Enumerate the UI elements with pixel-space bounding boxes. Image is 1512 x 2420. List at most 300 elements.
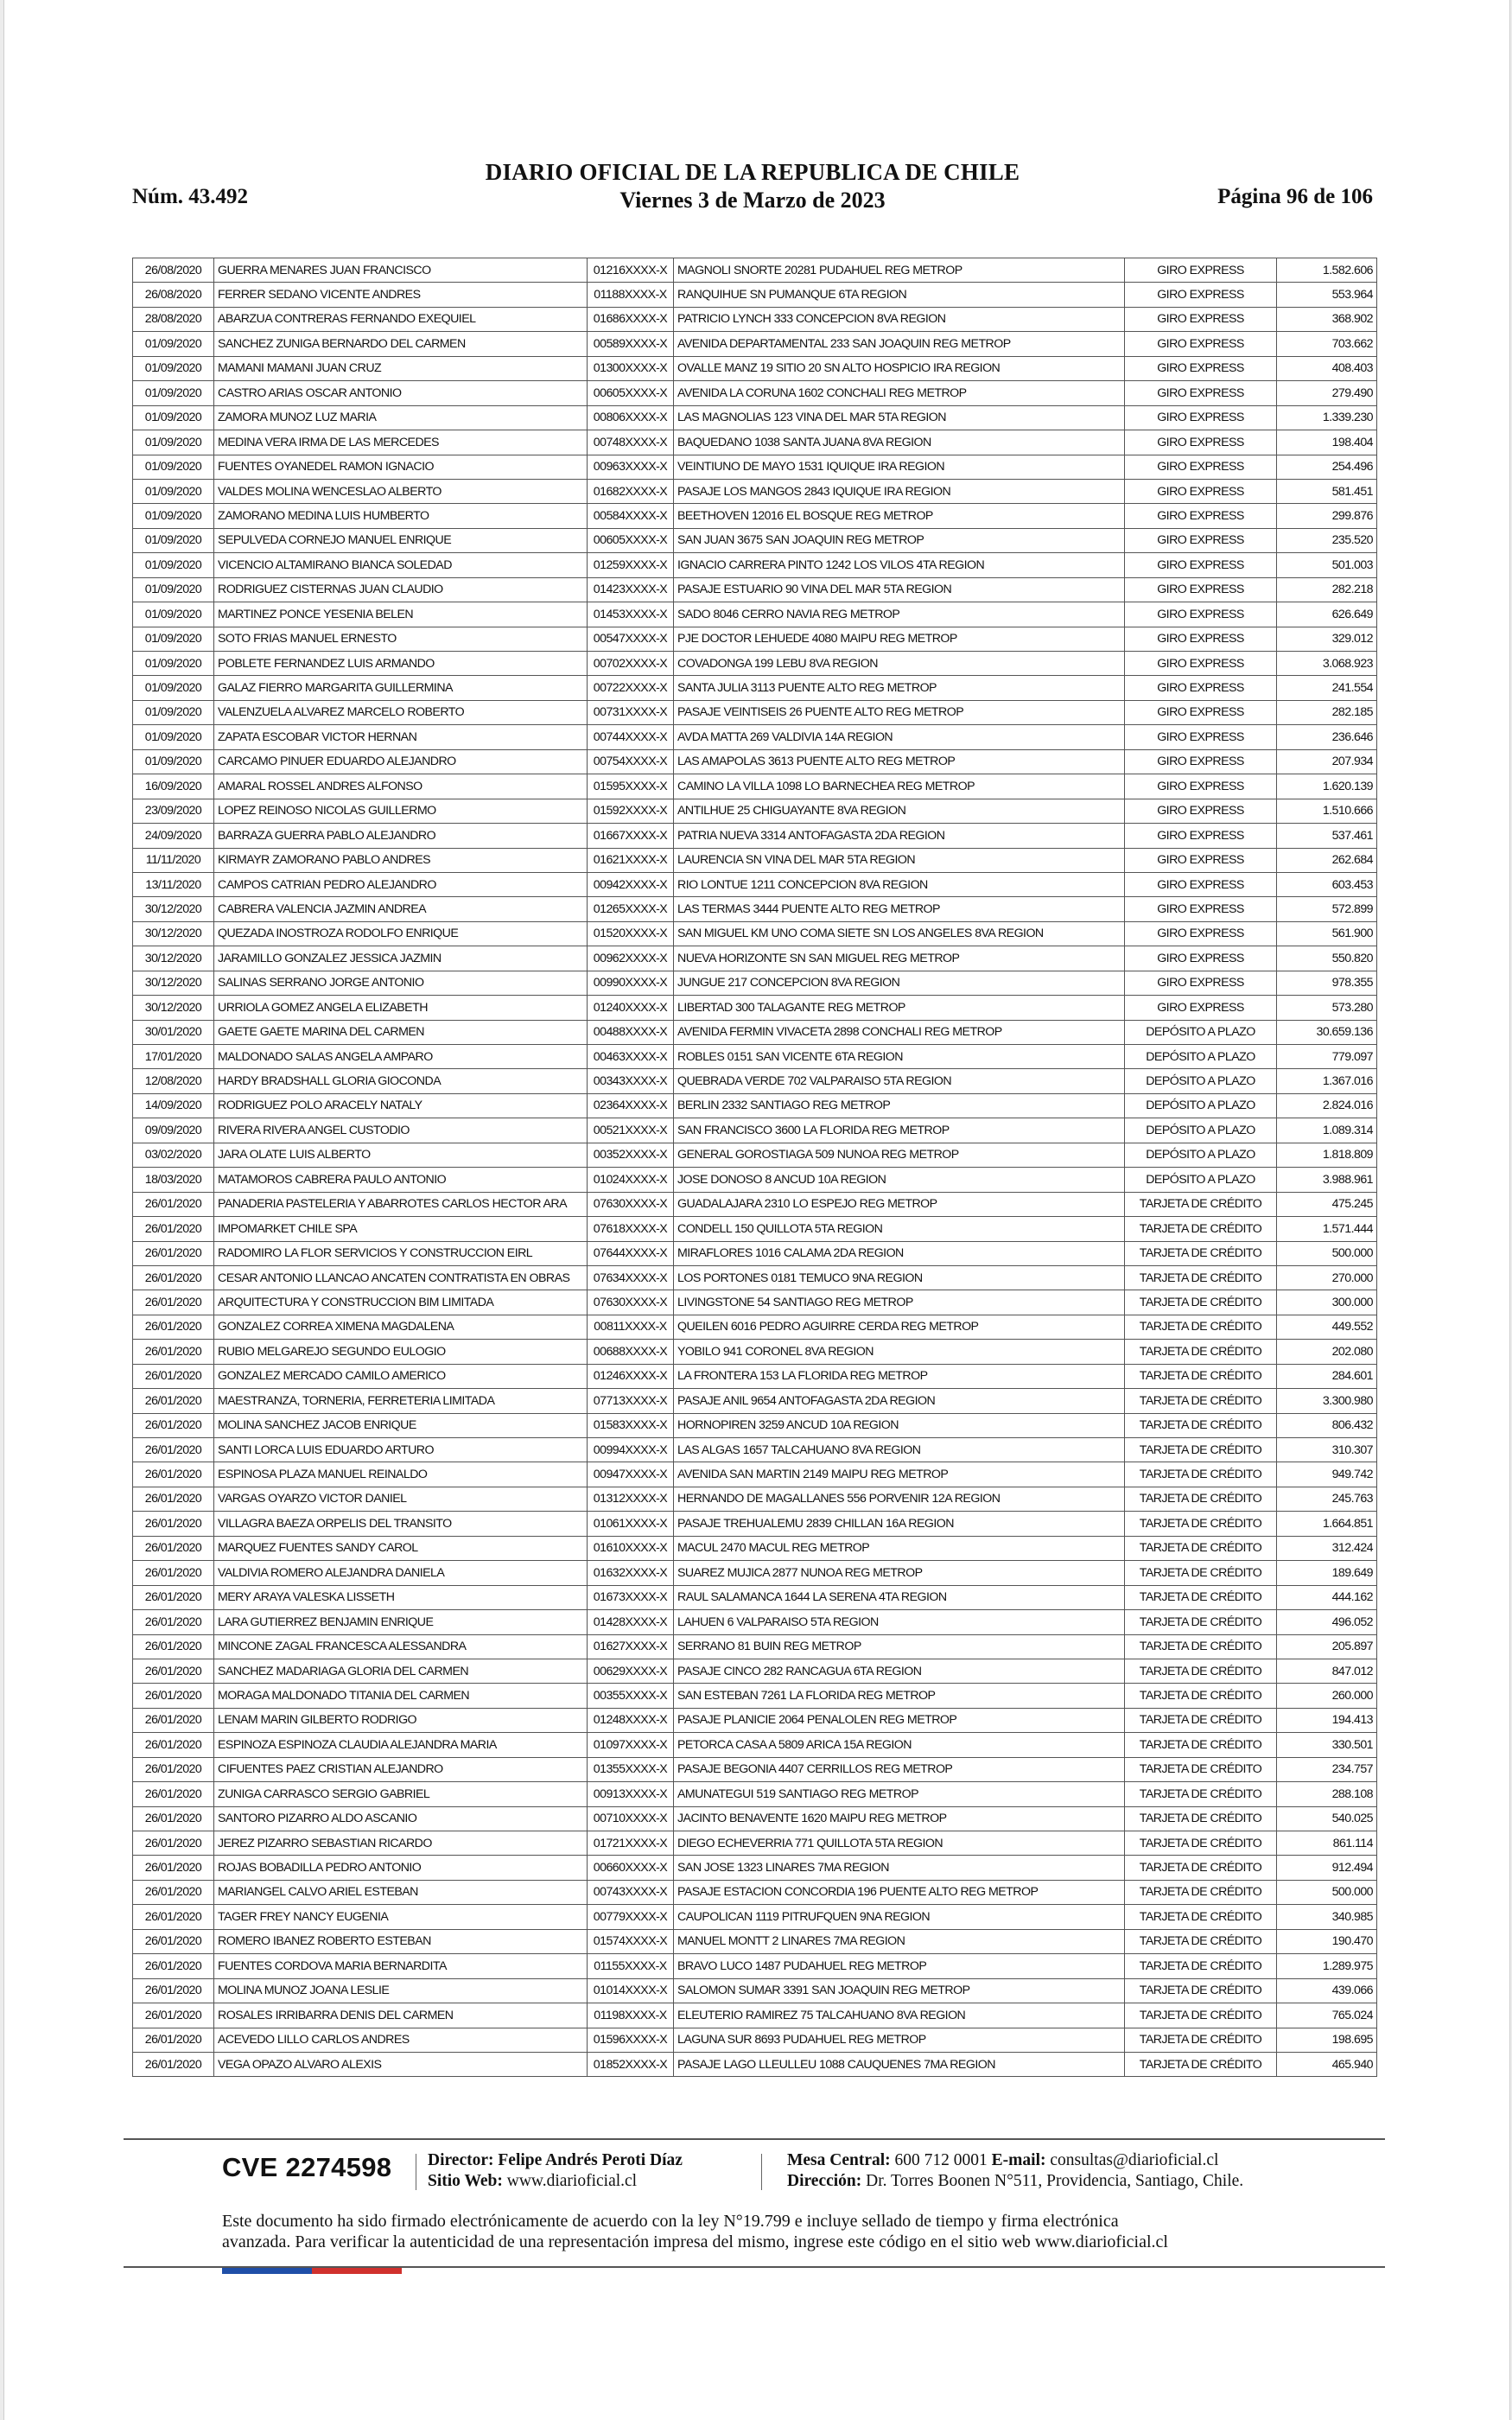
address-cell: LOS PORTONES 0181 TEMUCO 9NA REGION xyxy=(674,1265,1125,1290)
product-cell: TARJETA DE CRÉDITO xyxy=(1125,1585,1277,1609)
id-cell: 01520XXXX-X xyxy=(588,921,674,946)
table-row xyxy=(133,1290,1377,1315)
amount-cell: 310.307 xyxy=(1277,1438,1377,1462)
site-label: Sitio Web: xyxy=(428,2172,503,2190)
product-cell: GIRO EXPRESS xyxy=(1125,921,1277,946)
id-cell: 01852XXXX-X xyxy=(588,2052,674,2076)
address-cell: MANUEL MONTT 2 LINARES 7MA REGION xyxy=(674,1929,1125,1953)
name-cell: CAMPOS CATRIAN PEDRO ALEJANDRO xyxy=(214,872,588,896)
date-cell: 23/09/2020 xyxy=(133,799,214,823)
date-cell: 26/01/2020 xyxy=(133,2003,214,2028)
amount-cell: 340.985 xyxy=(1277,1905,1377,1929)
id-cell: 01097XXXX-X xyxy=(588,1733,674,1757)
address-cell: AVENIDA DEPARTAMENTAL 233 SAN JOAQUIN REG METROP xyxy=(674,332,1125,356)
id-cell: 00710XXXX-X xyxy=(588,1806,674,1831)
product-cell: DEPÓSITO A PLAZO xyxy=(1125,1045,1277,1069)
address-cell: AMUNATEGUI 519 SANTIAGO REG METROP xyxy=(674,1782,1125,1806)
product-cell: GIRO EXPRESS xyxy=(1125,996,1277,1020)
date-cell: 01/09/2020 xyxy=(133,627,214,651)
id-cell: 01583XXXX-X xyxy=(588,1413,674,1437)
address-cell: LIBERTAD 300 TALAGANTE REG METROP xyxy=(674,996,1125,1020)
id-cell: 00754XXXX-X xyxy=(588,749,674,774)
id-cell: 00702XXXX-X xyxy=(588,652,674,676)
amount-cell: 703.662 xyxy=(1277,332,1377,356)
name-cell: ROJAS BOBADILLA PEDRO ANTONIO xyxy=(214,1856,588,1880)
amount-cell: 282.218 xyxy=(1277,577,1377,602)
publication-date: Viernes 3 de Marzo de 2023 xyxy=(619,188,886,213)
address-cell: ANTILHUE 25 CHIGUAYANTE 8VA REGION xyxy=(674,799,1125,823)
product-cell: TARJETA DE CRÉDITO xyxy=(1125,1487,1277,1511)
address-cell: LAHUEN 6 VALPARAISO 5TA REGION xyxy=(674,1610,1125,1634)
address-cell: SADO 8046 CERRO NAVIA REG METROP xyxy=(674,602,1125,627)
name-cell: QUEZADA INOSTROZA RODOLFO ENRIQUE xyxy=(214,921,588,946)
id-cell: 01188XXXX-X xyxy=(588,283,674,307)
table-row xyxy=(133,1265,1377,1290)
table-row xyxy=(133,1315,1377,1339)
id-cell: 00962XXXX-X xyxy=(588,946,674,971)
amount-cell: 1.510.666 xyxy=(1277,799,1377,823)
name-cell: VALDIVIA ROMERO ALEJANDRA DANIELA xyxy=(214,1561,588,1585)
amount-cell: 270.000 xyxy=(1277,1265,1377,1290)
address-cell: BERLIN 2332 SANTIAGO REG METROP xyxy=(674,1093,1125,1118)
product-cell: GIRO EXPRESS xyxy=(1125,897,1277,921)
address-cell: QUEBRADA VERDE 702 VALPARAISO 5TA REGION xyxy=(674,1069,1125,1093)
date-cell: 30/01/2020 xyxy=(133,1020,214,1044)
date-cell: 30/12/2020 xyxy=(133,897,214,921)
document-page xyxy=(3,0,1510,2420)
date-cell: 26/01/2020 xyxy=(133,1757,214,1781)
id-cell: 01248XXXX-X xyxy=(588,1708,674,1732)
name-cell: ABARZUA CONTRERAS FERNANDO EXEQUIEL xyxy=(214,307,588,331)
address-cell: LAGUNA SUR 8693 PUDAHUEL REG METROP xyxy=(674,2028,1125,2052)
table-row xyxy=(133,553,1377,577)
address-cell: LAS TERMAS 3444 PUENTE ALTO REG METROP xyxy=(674,897,1125,921)
address-cell: PASAJE ANIL 9654 ANTOFAGASTA 2DA REGION xyxy=(674,1389,1125,1413)
address-cell: PATRICIO LYNCH 333 CONCEPCION 8VA REGION xyxy=(674,307,1125,331)
product-cell: GIRO EXPRESS xyxy=(1125,553,1277,577)
address-cell: YOBILO 941 CORONEL 8VA REGION xyxy=(674,1340,1125,1364)
product-cell: TARJETA DE CRÉDITO xyxy=(1125,1733,1277,1757)
table-row xyxy=(133,332,1377,356)
address-cell: BRAVO LUCO 1487 PUDAHUEL REG METROP xyxy=(674,1954,1125,1978)
date-cell: 26/08/2020 xyxy=(133,258,214,283)
product-cell: GIRO EXPRESS xyxy=(1125,872,1277,896)
amount-cell: 300.000 xyxy=(1277,1290,1377,1315)
table-row xyxy=(133,1585,1377,1609)
date-cell: 26/01/2020 xyxy=(133,1217,214,1241)
amount-cell: 553.964 xyxy=(1277,283,1377,307)
table-row xyxy=(133,1143,1377,1167)
product-cell: DEPÓSITO A PLAZO xyxy=(1125,1143,1277,1167)
name-cell: ESPINOSA PLAZA MANUEL REINALDO xyxy=(214,1462,588,1487)
amount-cell: 912.494 xyxy=(1277,1856,1377,1880)
date-cell: 26/01/2020 xyxy=(133,1512,214,1536)
product-cell: DEPÓSITO A PLAZO xyxy=(1125,1168,1277,1192)
page-number: Página 96 de 106 xyxy=(1217,185,1373,208)
id-cell: 01721XXXX-X xyxy=(588,1831,674,1856)
product-cell: GIRO EXPRESS xyxy=(1125,725,1277,749)
amount-cell: 861.114 xyxy=(1277,1831,1377,1856)
product-cell: TARJETA DE CRÉDITO xyxy=(1125,1978,1277,2003)
product-cell: GIRO EXPRESS xyxy=(1125,774,1277,799)
amount-cell: 500.000 xyxy=(1277,1241,1377,1265)
table-row xyxy=(133,1806,1377,1831)
address-cell: SAN MIGUEL KM UNO COMA SIETE SN LOS ANGELES 8VA REGION xyxy=(674,921,1125,946)
name-cell: MARIANGEL CALVO ARIEL ESTEBAN xyxy=(214,1880,588,1904)
date-cell: 26/01/2020 xyxy=(133,1364,214,1388)
address-cell: JACINTO BENAVENTE 1620 MAIPU REG METROP xyxy=(674,1806,1125,1831)
address-cell: COVADONGA 199 LEBU 8VA REGION xyxy=(674,652,1125,676)
date-cell: 26/01/2020 xyxy=(133,1954,214,1978)
product-cell: TARJETA DE CRÉDITO xyxy=(1125,1561,1277,1585)
name-cell: LOPEZ REINOSO NICOLAS GUILLERMO xyxy=(214,799,588,823)
name-cell: VEGA OPAZO ALVARO ALEXIS xyxy=(214,2052,588,2076)
date-cell: 26/01/2020 xyxy=(133,1880,214,1904)
date-cell: 13/11/2020 xyxy=(133,872,214,896)
table-row xyxy=(133,799,1377,823)
cve-code: CVE 2274598 xyxy=(222,2152,392,2182)
id-cell: 01355XXXX-X xyxy=(588,1757,674,1781)
address-cell: AVDA MATTA 269 VALDIVIA 14A REGION xyxy=(674,725,1125,749)
address-cell: PASAJE ESTUARIO 90 VINA DEL MAR 5TA REGION xyxy=(674,577,1125,602)
id-cell: 01592XXXX-X xyxy=(588,799,674,823)
name-cell: PANADERIA PASTELERIA Y ABARROTES CARLOS HECTOR ARA xyxy=(214,1192,588,1216)
table-row xyxy=(133,1634,1377,1659)
name-cell: ROMERO IBANEZ ROBERTO ESTEBAN xyxy=(214,1929,588,1953)
address-cell: PATRIA NUEVA 3314 ANTOFAGASTA 2DA REGION xyxy=(674,824,1125,848)
product-cell: GIRO EXPRESS xyxy=(1125,676,1277,700)
name-cell: VILLAGRA BAEZA ORPELIS DEL TRANSITO xyxy=(214,1512,588,1536)
amount-cell: 194.413 xyxy=(1277,1708,1377,1732)
date-cell: 26/01/2020 xyxy=(133,1438,214,1462)
table-row xyxy=(133,627,1377,651)
product-cell: GIRO EXPRESS xyxy=(1125,946,1277,971)
date-cell: 26/01/2020 xyxy=(133,1905,214,1929)
email-link[interactable]: consultas@diarioficial.cl xyxy=(1050,2151,1219,2169)
amount-cell: 496.052 xyxy=(1277,1610,1377,1634)
name-cell: IMPOMARKET CHILE SPA xyxy=(214,1217,588,1241)
name-cell: LARA GUTIERREZ BENJAMIN ENRIQUE xyxy=(214,1610,588,1634)
table-row xyxy=(133,1880,1377,1904)
date-cell: 30/12/2020 xyxy=(133,946,214,971)
name-cell: MORAGA MALDONADO TITANIA DEL CARMEN xyxy=(214,1684,588,1708)
id-cell: 01632XXXX-X xyxy=(588,1561,674,1585)
product-cell: GIRO EXPRESS xyxy=(1125,971,1277,995)
table-row xyxy=(133,405,1377,430)
amount-cell: 449.552 xyxy=(1277,1315,1377,1339)
table-row xyxy=(133,996,1377,1020)
address-cell: PASAJE LOS MANGOS 2843 IQUIQUE IRA REGION xyxy=(674,479,1125,503)
product-cell: GIRO EXPRESS xyxy=(1125,332,1277,356)
product-cell: TARJETA DE CRÉDITO xyxy=(1125,1831,1277,1856)
date-cell: 26/01/2020 xyxy=(133,1610,214,1634)
amount-cell: 368.902 xyxy=(1277,307,1377,331)
table-row xyxy=(133,1708,1377,1732)
address-cell: RIO LONTUE 1211 CONCEPCION 8VA REGION xyxy=(674,872,1125,896)
id-cell: 01423XXXX-X xyxy=(588,577,674,602)
amount-cell: 1.367.016 xyxy=(1277,1069,1377,1093)
name-cell: ACEVEDO LILLO CARLOS ANDRES xyxy=(214,2028,588,2052)
address-cell: GUADALAJARA 2310 LO ESPEJO REG METROP xyxy=(674,1192,1125,1216)
address-cell: SAN JOSE 1323 LINARES 7MA REGION xyxy=(674,1856,1125,1880)
address-cell: CONDELL 150 QUILLOTA 5TA REGION xyxy=(674,1217,1125,1241)
mesa-phone: 600 712 0001 xyxy=(894,2151,988,2169)
name-cell: KIRMAYR ZAMORANO PABLO ANDRES xyxy=(214,848,588,872)
amount-cell: 978.355 xyxy=(1277,971,1377,995)
id-cell: 00811XXXX-X xyxy=(588,1315,674,1339)
ledger-body xyxy=(133,258,1377,2077)
date-cell: 01/09/2020 xyxy=(133,430,214,455)
product-cell: TARJETA DE CRÉDITO xyxy=(1125,1708,1277,1732)
date-cell: 01/09/2020 xyxy=(133,553,214,577)
amount-cell: 500.000 xyxy=(1277,1880,1377,1904)
name-cell: SEPULVEDA CORNEJO MANUEL ENRIQUE xyxy=(214,528,588,552)
table-row xyxy=(133,1659,1377,1683)
address-cell: DIEGO ECHEVERRIA 771 QUILLOTA 5TA REGION xyxy=(674,1831,1125,1856)
name-cell: RADOMIRO LA FLOR SERVICIOS Y CONSTRUCCION EIRL xyxy=(214,1241,588,1265)
date-cell: 26/01/2020 xyxy=(133,2028,214,2052)
name-cell: GONZALEZ CORREA XIMENA MAGDALENA xyxy=(214,1315,588,1339)
id-cell: 00779XXXX-X xyxy=(588,1905,674,1929)
id-cell: 00913XXXX-X xyxy=(588,1782,674,1806)
address-cell: AVENIDA SAN MARTIN 2149 MAIPU REG METROP xyxy=(674,1462,1125,1487)
name-cell: ROSALES IRRIBARRA DENIS DEL CARMEN xyxy=(214,2003,588,2028)
table-row xyxy=(133,1831,1377,1856)
name-cell: RODRIGUEZ CISTERNAS JUAN CLAUDIO xyxy=(214,577,588,602)
product-cell: GIRO EXPRESS xyxy=(1125,430,1277,455)
name-cell: CABRERA VALENCIA JAZMIN ANDREA xyxy=(214,897,588,921)
id-cell: 01596XXXX-X xyxy=(588,2028,674,2052)
name-cell: ZAMORA MUNOZ LUZ MARIA xyxy=(214,405,588,430)
table-row xyxy=(133,1561,1377,1585)
legal-line: avanzada. Para verificar la autenticidad de una representación impresa del mismo, ingrese este código en el sitio web www.diarioficial.cl xyxy=(222,2232,1168,2251)
publication-title: DIARIO OFICIAL DE LA REPUBLICA DE CHILE xyxy=(485,159,1020,185)
date-cell: 26/01/2020 xyxy=(133,1192,214,1216)
name-cell: HARDY BRADSHALL GLORIA GIOCONDA xyxy=(214,1069,588,1093)
date-cell: 01/09/2020 xyxy=(133,725,214,749)
id-cell: 01574XXXX-X xyxy=(588,1929,674,1953)
id-cell: 01155XXXX-X xyxy=(588,1954,674,1978)
id-cell: 01595XXXX-X xyxy=(588,774,674,799)
amount-cell: 1.582.606 xyxy=(1277,258,1377,283)
name-cell: MOLINA SANCHEZ JACOB ENRIQUE xyxy=(214,1413,588,1437)
name-cell: ZAPATA ESCOBAR VICTOR HERNAN xyxy=(214,725,588,749)
address-cell: NUEVA HORIZONTE SN SAN MIGUEL REG METROP xyxy=(674,946,1125,971)
id-cell: 00743XXXX-X xyxy=(588,1880,674,1904)
id-cell: 01300XXXX-X xyxy=(588,356,674,380)
name-cell: MAESTRANZA, TORNERIA, FERRETERIA LIMITADA xyxy=(214,1389,588,1413)
id-cell: 01216XXXX-X xyxy=(588,258,674,283)
id-cell: 00994XXXX-X xyxy=(588,1438,674,1462)
date-cell: 01/09/2020 xyxy=(133,381,214,405)
name-cell: MOLINA MUNOZ JOANA LESLIE xyxy=(214,1978,588,2003)
table-row xyxy=(133,577,1377,602)
id-cell: 00521XXXX-X xyxy=(588,1118,674,1143)
date-cell: 26/01/2020 xyxy=(133,1782,214,1806)
date-cell: 26/01/2020 xyxy=(133,1856,214,1880)
id-cell: 01610XXXX-X xyxy=(588,1536,674,1560)
address-cell: CAUPOLICAN 1119 PITRUFQUEN 9NA REGION xyxy=(674,1905,1125,1929)
address-cell: MIRAFLORES 1016 CALAMA 2DA REGION xyxy=(674,1241,1125,1265)
name-cell: MARTINEZ PONCE YESENIA BELEN xyxy=(214,602,588,627)
id-cell: 00343XXXX-X xyxy=(588,1069,674,1093)
ledger-table xyxy=(132,258,1377,2077)
legal-notice xyxy=(222,2211,1293,2252)
table-row xyxy=(133,2052,1377,2076)
table-row xyxy=(133,258,1377,283)
date-cell: 26/01/2020 xyxy=(133,1290,214,1315)
name-cell: JEREZ PIZARRO SEBASTIAN RICARDO xyxy=(214,1831,588,1856)
name-cell: MEDINA VERA IRMA DE LAS MERCEDES xyxy=(214,430,588,455)
id-cell: 00660XXXX-X xyxy=(588,1856,674,1880)
address-cell: ELEUTERIO RAMIREZ 75 TALCAHUANO 8VA REGION xyxy=(674,2003,1125,2028)
amount-cell: 1.620.139 xyxy=(1277,774,1377,799)
name-cell: JARA OLATE LUIS ALBERTO xyxy=(214,1143,588,1167)
address-cell: PASAJE PLANICIE 2064 PENALOLEN REG METROP xyxy=(674,1708,1125,1732)
address-cell: PASAJE LAGO LLEULLEU 1088 CAUQUENES 7MA REGION xyxy=(674,2052,1125,2076)
name-cell: JARAMILLO GONZALEZ JESSICA JAZMIN xyxy=(214,946,588,971)
product-cell: GIRO EXPRESS xyxy=(1125,627,1277,651)
date-cell: 26/01/2020 xyxy=(133,1536,214,1560)
address-cell: BAQUEDANO 1038 SANTA JUANA 8VA REGION xyxy=(674,430,1125,455)
address-cell: LAS ALGAS 1657 TALCAHUANO 8VA REGION xyxy=(674,1438,1125,1462)
address-cell: PASAJE TREHUALEMU 2839 CHILLAN 16A REGION xyxy=(674,1512,1125,1536)
address-cell: PASAJE CINCO 282 RANCAGUA 6TA REGION xyxy=(674,1659,1125,1683)
name-cell: VICENCIO ALTAMIRANO BIANCA SOLEDAD xyxy=(214,553,588,577)
amount-cell: 550.820 xyxy=(1277,946,1377,971)
id-cell: 01621XXXX-X xyxy=(588,848,674,872)
id-cell: 00744XXXX-X xyxy=(588,725,674,749)
date-cell: 12/08/2020 xyxy=(133,1069,214,1093)
mesa-label: Mesa Central: xyxy=(787,2151,891,2169)
id-cell: 07630XXXX-X xyxy=(588,1290,674,1315)
address-cell: VEINTIUNO DE MAYO 1531 IQUIQUE IRA REGION xyxy=(674,455,1125,479)
name-cell: GAETE GAETE MARINA DEL CARMEN xyxy=(214,1020,588,1044)
address-cell: MAGNOLI SNORTE 20281 PUDAHUEL REG METROP xyxy=(674,258,1125,283)
product-cell: TARJETA DE CRÉDITO xyxy=(1125,1217,1277,1241)
product-cell: TARJETA DE CRÉDITO xyxy=(1125,1192,1277,1216)
address-cell: GENERAL GOROSTIAGA 509 NUNOA REG METROP xyxy=(674,1143,1125,1167)
amount-cell: 806.432 xyxy=(1277,1413,1377,1437)
product-cell: GIRO EXPRESS xyxy=(1125,652,1277,676)
date-cell: 01/09/2020 xyxy=(133,602,214,627)
product-cell: GIRO EXPRESS xyxy=(1125,356,1277,380)
name-cell: CIFUENTES PAEZ CRISTIAN ALEJANDRO xyxy=(214,1757,588,1781)
product-cell: TARJETA DE CRÉDITO xyxy=(1125,1438,1277,1462)
name-cell: ARQUITECTURA Y CONSTRUCCION BIM LIMITADA xyxy=(214,1290,588,1315)
address-cell: PETORCA CASA A 5809 ARICA 15A REGION xyxy=(674,1733,1125,1757)
product-cell: TARJETA DE CRÉDITO xyxy=(1125,2052,1277,2076)
address-cell: LAURENCIA SN VINA DEL MAR 5TA REGION xyxy=(674,848,1125,872)
name-cell: ZAMORANO MEDINA LUIS HUMBERTO xyxy=(214,504,588,528)
table-row xyxy=(133,1929,1377,1953)
legal-line: Este documento ha sido firmado electrónicamente de acuerdo con la ley N°19.799 e incluye sellado de tiempo y firma electrónica xyxy=(222,2212,1119,2231)
amount-cell: 1.818.809 xyxy=(1277,1143,1377,1167)
date-cell: 03/02/2020 xyxy=(133,1143,214,1167)
id-cell: 07634XXXX-X xyxy=(588,1265,674,1290)
product-cell: TARJETA DE CRÉDITO xyxy=(1125,1806,1277,1831)
name-cell: GALAZ FIERRO MARGARITA GUILLERMINA xyxy=(214,676,588,700)
date-cell: 01/09/2020 xyxy=(133,700,214,724)
amount-cell: 190.470 xyxy=(1277,1929,1377,1953)
id-cell: 00629XXXX-X xyxy=(588,1659,674,1683)
table-row xyxy=(133,2003,1377,2028)
date-cell: 26/01/2020 xyxy=(133,1708,214,1732)
product-cell: TARJETA DE CRÉDITO xyxy=(1125,1684,1277,1708)
date-cell: 01/09/2020 xyxy=(133,749,214,774)
address-cell: LA FRONTERA 153 LA FLORIDA REG METROP xyxy=(674,1364,1125,1388)
address-cell: SALOMON SUMAR 3391 SAN JOAQUIN REG METROP xyxy=(674,1978,1125,2003)
name-cell: GUERRA MENARES JUAN FRANCISCO xyxy=(214,258,588,283)
name-cell: FUENTES OYANEDEL RAMON IGNACIO xyxy=(214,455,588,479)
id-cell: 00355XXXX-X xyxy=(588,1684,674,1708)
date-cell: 26/01/2020 xyxy=(133,1659,214,1683)
product-cell: TARJETA DE CRÉDITO xyxy=(1125,1462,1277,1487)
product-cell: GIRO EXPRESS xyxy=(1125,528,1277,552)
address-cell: SAN ESTEBAN 7261 LA FLORIDA REG METROP xyxy=(674,1684,1125,1708)
name-cell: SANCHEZ MADARIAGA GLORIA DEL CARMEN xyxy=(214,1659,588,1683)
table-row xyxy=(133,283,1377,307)
address-cell: RANQUIHUE SN PUMANQUE 6TA REGION xyxy=(674,283,1125,307)
id-cell: 01428XXXX-X xyxy=(588,1610,674,1634)
amount-cell: 329.012 xyxy=(1277,627,1377,651)
site-link[interactable]: www.diarioficial.cl xyxy=(506,2172,638,2190)
table-row xyxy=(133,1020,1377,1044)
name-cell: SANTORO PIZARRO ALDO ASCANIO xyxy=(214,1806,588,1831)
product-cell: GIRO EXPRESS xyxy=(1125,381,1277,405)
id-cell: 01627XXXX-X xyxy=(588,1634,674,1659)
id-cell: 00463XXXX-X xyxy=(588,1045,674,1069)
id-cell: 00488XXXX-X xyxy=(588,1020,674,1044)
date-cell: 01/09/2020 xyxy=(133,577,214,602)
amount-cell: 245.763 xyxy=(1277,1487,1377,1511)
name-cell: RUBIO MELGAREJO SEGUNDO EULOGIO xyxy=(214,1340,588,1364)
id-cell: 07713XXXX-X xyxy=(588,1389,674,1413)
date-cell: 09/09/2020 xyxy=(133,1118,214,1143)
id-cell: 07630XXXX-X xyxy=(588,1192,674,1216)
date-cell: 26/01/2020 xyxy=(133,1265,214,1290)
amount-cell: 847.012 xyxy=(1277,1659,1377,1683)
address-cell: JUNGUE 217 CONCEPCION 8VA REGION xyxy=(674,971,1125,995)
address-cell: AVENIDA LA CORUNA 1602 CONCHALI REG METROP xyxy=(674,381,1125,405)
table-row xyxy=(133,1512,1377,1536)
name-cell: TAGER FREY NANCY EUGENIA xyxy=(214,1905,588,1929)
name-cell: CESAR ANTONIO LLANCAO ANCATEN CONTRATISTA EN OBRAS xyxy=(214,1265,588,1290)
address-cell: OVALLE MANZ 19 SITIO 20 SN ALTO HOSPICIO IRA REGION xyxy=(674,356,1125,380)
table-row xyxy=(133,1684,1377,1708)
table-row xyxy=(133,602,1377,627)
product-cell: TARJETA DE CRÉDITO xyxy=(1125,1905,1277,1929)
date-cell: 01/09/2020 xyxy=(133,356,214,380)
product-cell: TARJETA DE CRÉDITO xyxy=(1125,1389,1277,1413)
name-cell: FUENTES CORDOVA MARIA BERNARDITA xyxy=(214,1954,588,1978)
date-cell: 14/09/2020 xyxy=(133,1093,214,1118)
product-cell: TARJETA DE CRÉDITO xyxy=(1125,1856,1277,1880)
name-cell: CASTRO ARIAS OSCAR ANTONIO xyxy=(214,381,588,405)
date-cell: 30/12/2020 xyxy=(133,996,214,1020)
name-cell: MARQUEZ FUENTES SANDY CAROL xyxy=(214,1536,588,1560)
amount-cell: 3.068.923 xyxy=(1277,652,1377,676)
product-cell: TARJETA DE CRÉDITO xyxy=(1125,1634,1277,1659)
table-row xyxy=(133,1462,1377,1487)
id-cell: 01240XXXX-X xyxy=(588,996,674,1020)
name-cell: SALINAS SERRANO JORGE ANTONIO xyxy=(214,971,588,995)
footer-contact-block xyxy=(787,2150,1243,2192)
amount-cell: 581.451 xyxy=(1277,479,1377,503)
address-cell: ROBLES 0151 SAN VICENTE 6TA REGION xyxy=(674,1045,1125,1069)
date-cell: 26/08/2020 xyxy=(133,283,214,307)
id-cell: 01682XXXX-X xyxy=(588,479,674,503)
